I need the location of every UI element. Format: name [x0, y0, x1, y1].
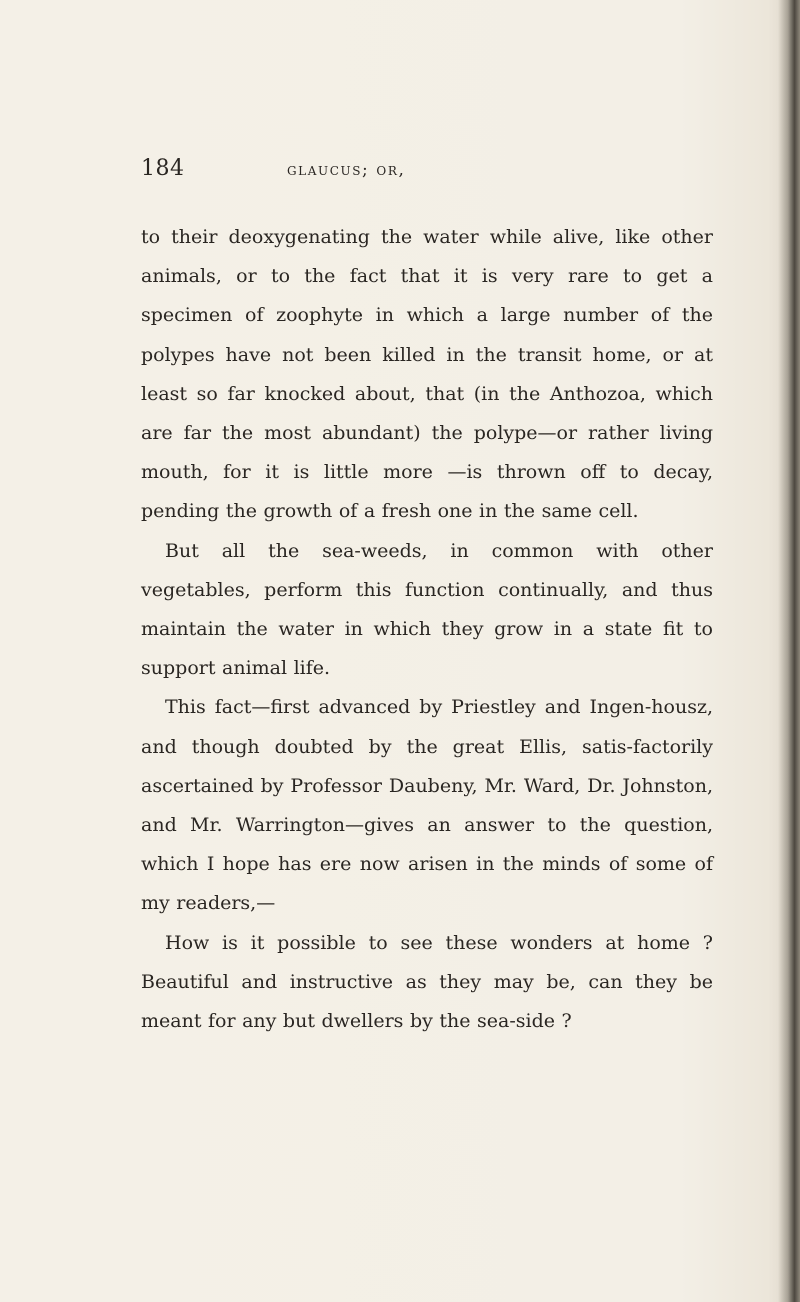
page-edge-shadow: [778, 0, 800, 1302]
page-number: 184: [141, 156, 185, 181]
running-head: glaucus; or,: [287, 160, 406, 180]
paragraph-question: How is it possible to see these wonders at home ? Beautiful and instructive as they may be, can they be meant for any but dwellers by the sea-side ?: [141, 931, 713, 1033]
page-header: [141, 156, 713, 186]
body-text: [141, 218, 713, 1041]
paragraph-sea-weeds: But all the sea-weeds, in common with other vegetables, perform this function continually, and thus maintain the water in which they grow in a state fit to support animal life.: [141, 539, 713, 680]
paragraph-continuation: to their deoxygenating the water while alive, like other animals, or to the fact that it is very rare to get a specimen of zoophyte in which a large number of the polypes have not been killed in the transit home, or at least so far knocked about, that (in the Anthozoa, which are far the most abundant) the polype—or rather living mouth, for it is little more —is thrown off to decay, pending the growth of a fresh one in the same cell.: [141, 226, 713, 523]
paragraph-priestley: This fact—first advanced by Priestley and Ingen-housz, and though doubted by the great Ellis, satis-factorily ascertained by Professor Daubeny, Mr. Ward, Dr. Johnston, and Mr. Warrington—gives an answer to the question, which I hope has ere now arisen in the minds of some of my readers,—: [141, 696, 713, 915]
